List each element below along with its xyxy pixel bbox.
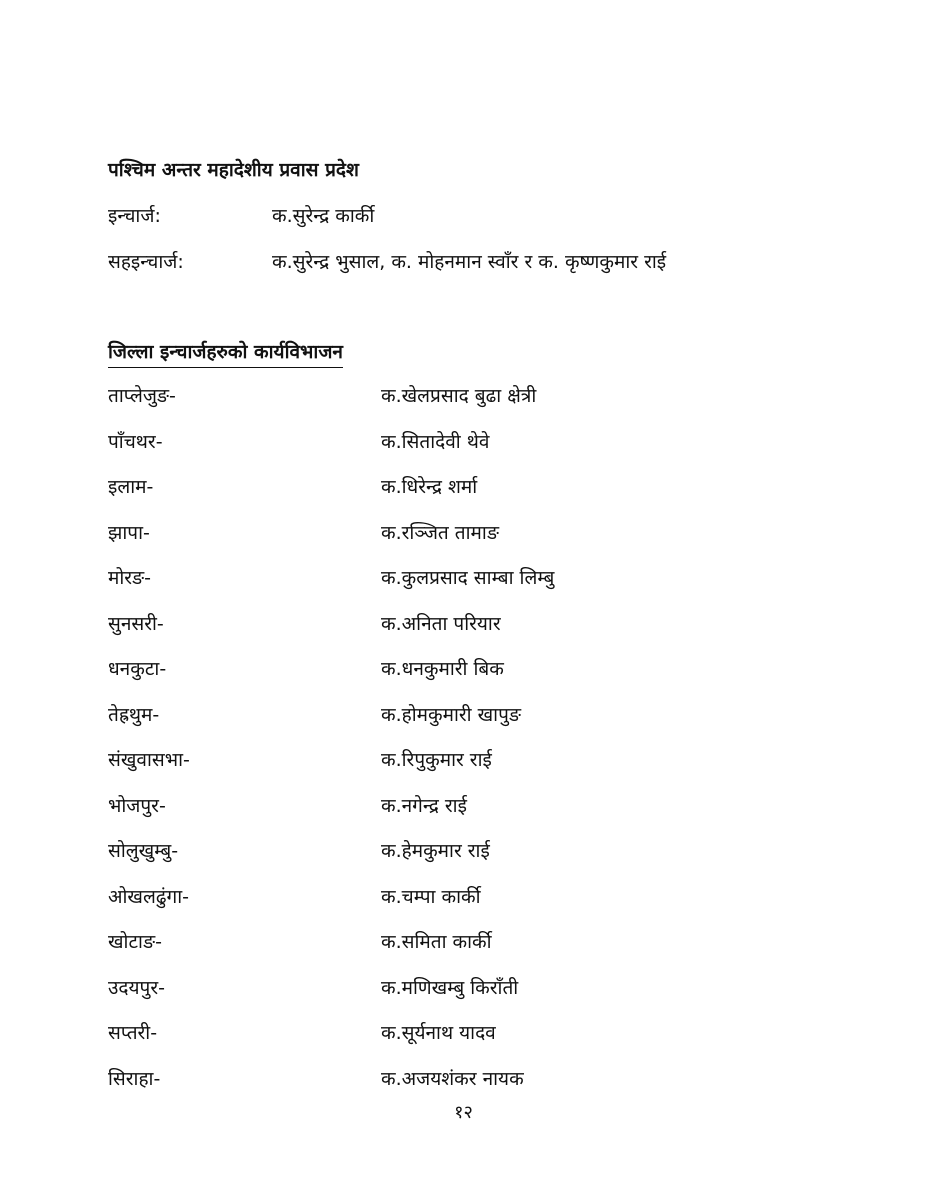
district-incharge-name: क.नगेन्द्र राई bbox=[381, 794, 467, 817]
list-item bbox=[108, 382, 828, 428]
district-incharge-name: क.समिता कार्की bbox=[381, 931, 492, 953]
list-item bbox=[108, 473, 828, 519]
district-incharge-name: क.अनिता परियार bbox=[381, 612, 501, 635]
district-name: सोलुखुम्बु- bbox=[108, 840, 179, 862]
list-item bbox=[108, 974, 828, 1020]
page-number: १२ bbox=[454, 1102, 473, 1123]
district-name: सिराहा- bbox=[108, 1067, 161, 1090]
list-item bbox=[108, 837, 828, 883]
district-name: ताप्लेजुङ- bbox=[108, 385, 176, 407]
district-section-title: जिल्ला इन्चार्जहरुको कार्यविभाजन bbox=[108, 338, 343, 368]
district-name: झापा- bbox=[108, 521, 150, 544]
district-incharge-name: क.धिरेन्द्र शर्मा bbox=[381, 476, 478, 498]
list-item bbox=[108, 519, 828, 565]
district-incharge-name: क.सितादेवी थेवे bbox=[381, 430, 490, 453]
list-item bbox=[108, 655, 828, 701]
district-incharge-name: क.चम्पा कार्की bbox=[381, 885, 481, 908]
district-incharge-name: क.कुलप्रसाद साम्बा लिम्बु bbox=[381, 567, 555, 589]
section-title: पश्चिम अन्तर महादेशीय प्रवास प्रदेश bbox=[108, 159, 359, 181]
district-name: पाँचथर- bbox=[108, 430, 163, 453]
district-incharge-name: क.खेलप्रसाद बुढा क्षेत्री bbox=[381, 385, 537, 407]
list-item bbox=[108, 428, 828, 474]
district-incharge-name: क.मणिखम्बु किराँती bbox=[381, 976, 519, 999]
district-name: मोरङ- bbox=[108, 567, 152, 589]
district-name: ओखलढुंगा- bbox=[108, 885, 190, 908]
list-item bbox=[108, 928, 828, 974]
incharge-label: इन्चार्ज: bbox=[108, 205, 161, 227]
district-name: तेह्रथुम- bbox=[108, 703, 160, 726]
district-incharge-name: क.रिपुकुमार राई bbox=[381, 749, 492, 771]
list-item bbox=[108, 564, 828, 610]
district-name: संखुवासभा- bbox=[108, 749, 190, 771]
list-item bbox=[108, 610, 828, 656]
co-incharge-names: क.सुरेन्द्र भुसाल, क. मोहनमान स्वाँर र क. कृष्णकुमार राई bbox=[272, 251, 667, 273]
district-name: खोटाङ- bbox=[108, 931, 162, 953]
district-name: सुनसरी- bbox=[108, 612, 164, 635]
co-incharge-label: सहइन्चार्ज: bbox=[108, 251, 184, 273]
list-item bbox=[108, 883, 828, 929]
district-incharge-name: क.रञ्जित तामाङ bbox=[381, 521, 499, 544]
list-item bbox=[108, 1019, 828, 1065]
district-list bbox=[108, 382, 828, 1110]
list-item bbox=[108, 792, 828, 838]
district-incharge-name: क.धनकुमारी बिक bbox=[381, 658, 504, 680]
district-name: उदयपुर- bbox=[108, 976, 165, 999]
district-incharge-name: क.होमकुमारी खापुङ bbox=[381, 703, 521, 726]
list-item bbox=[108, 701, 828, 747]
incharge-name: क.सुरेन्द्र कार्की bbox=[272, 205, 375, 227]
district-incharge-name: क.अजयशंकर नायक bbox=[381, 1067, 524, 1090]
district-name: सप्तरी- bbox=[108, 1022, 158, 1044]
list-item bbox=[108, 746, 828, 792]
district-incharge-name: क.सूर्यनाथ यादव bbox=[381, 1022, 496, 1044]
district-incharge-name: क.हेमकुमार राई bbox=[381, 840, 490, 862]
district-name: भोजपुर- bbox=[108, 794, 166, 817]
district-name: धनकुटा- bbox=[108, 658, 167, 680]
district-name: इलाम- bbox=[108, 476, 154, 498]
